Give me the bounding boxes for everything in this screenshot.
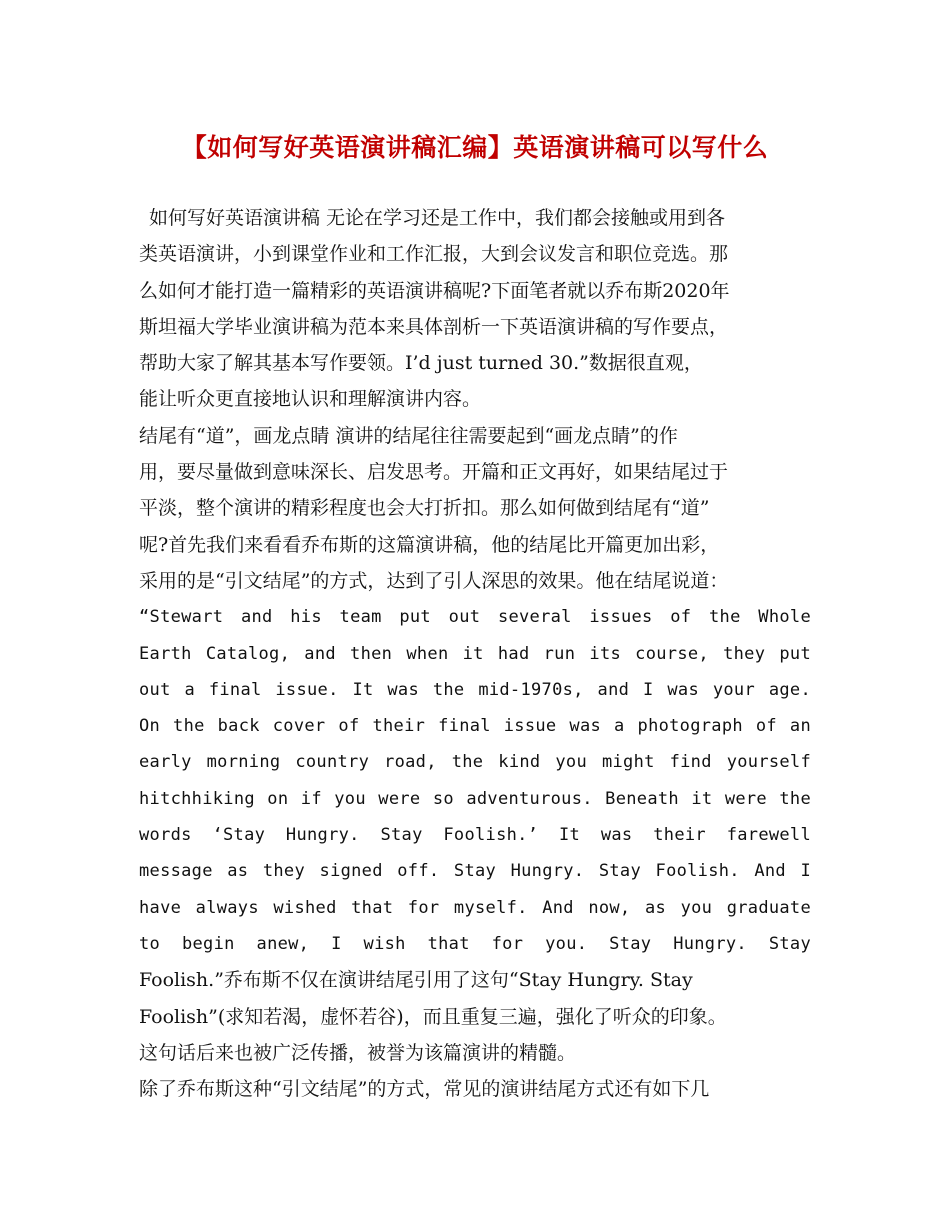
quote-line: Earth Catalog, and then when it had run its course, they put [139,643,811,664]
body-line: 用，要尽量做到意味深长、启发思考。开篇和正文再好，如果结尾过于 [139,461,729,484]
body-line: 除了乔布斯这种“引文结尾”的方式，常见的演讲结尾方式还有如下几 [139,1078,710,1101]
body-line: Foolish.”乔布斯不仅在演讲结尾引用了这句“Stay Hungry. Stay [139,969,693,992]
body-line: 类英语演讲，小到课堂作业和工作汇报，大到会议发言和职位竞选。那 [139,243,729,266]
document-body [139,200,811,1107]
quote-line: message as they signed off. Stay Hungry. Stay Foolish. And I [139,861,811,882]
quote-line: out a final issue. It was the mid-1970s, and I was your age. [139,679,811,700]
body-line: 帮助大家了解其基本写作要领。I’d just turned 30.”数据很直观， [139,352,703,375]
body-line: 如何写好英语演讲稿 无论在学习还是工作中，我们都会接触或用到各 [149,207,726,229]
quote-line: On the back cover of their final issue was a photograph of an [139,716,811,737]
body-line: Foolish”(求知若渴，虚怀若谷)，而且重复三遍，强化了听众的印象。 [139,1005,727,1028]
quote-line: hitchhiking on if you were so adventurous. Beneath it were the [139,788,811,809]
quote-line: to begin anew, I wish that for you. Stay Hungry. Stay [139,933,811,954]
document-title: 【如何写好英语演讲稿汇编】英语演讲稿可以写什么 [181,133,769,162]
quote-line: words ‘Stay Hungry. Stay Foolish.’ It was their farewell [139,825,811,846]
body-line: 这句话后来也被广泛传播，被誉为该篇演讲的精髓。 [139,1041,577,1064]
quote-line: have always wished that for myself. And now, as you graduate [139,897,811,918]
body-line: 平淡，整个演讲的精彩程度也会大打折扣。那么如何做到结尾有“道” [139,497,710,520]
body-line: 么如何才能打造一篇精彩的英语演讲稿呢?下面笔者就以乔布斯2020年 [139,279,730,302]
quote-line: “Stewart and his team put out several issues of the Whole [139,607,811,628]
quote-line: early morning country road, the kind you might find yourself [139,752,811,773]
body-line: 斯坦福大学毕业演讲稿为范本来具体剖析一下英语演讲稿的写作要点， [139,315,729,338]
body-line: 采用的是“引文结尾”的方式，达到了引人深思的效果。他在结尾说道： [139,569,729,592]
body-line: 结尾有“道”，画龙点睛 演讲的结尾往往需要起到“画龙点睛”的作 [139,424,678,447]
body-line: 呢?首先我们来看看乔布斯的这篇演讲稿，他的结尾比开篇更加出彩， [139,533,720,556]
body-line: 能让听众更直接地认识和理解演讲内容。 [139,388,482,411]
